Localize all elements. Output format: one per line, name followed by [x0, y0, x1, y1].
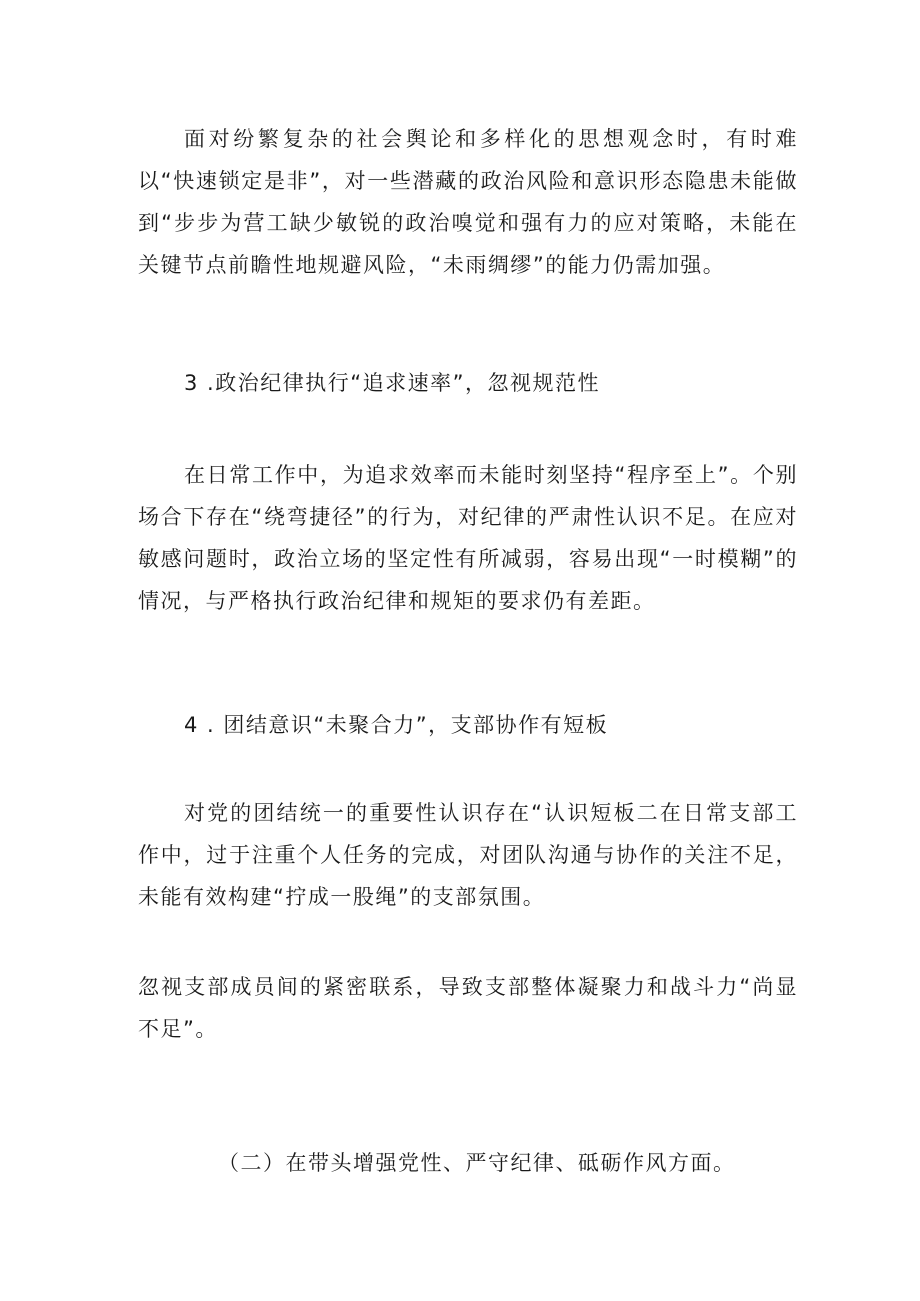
paragraph-discipline-execution: 在日常工作中，为追求效率而未能时刻坚持“程序至上”。个别场合下存在“绕弯捷径”的行为，对纪律的严肃性认识不足。在应对敏感问题时，政治立场的坚定性有所减弱，容易出现“一时模糊”的情况，与严格执行政治纪律和规矩的要求仍有差距。: [138, 463, 798, 613]
paragraph-branch-cohesion: 忽视支部成员间的紧密联系，导致支部整体凝聚力和战斗力“尚显不足”。: [138, 975, 798, 1041]
paragraph-unity-understanding: 对党的团结统一的重要性认识存在“认识短板二在日常支部工作中，过于注重个人任务的完成，对团队沟通与协作的关注不足，未能有效构建“拧成一股绳”的支部氛围。: [138, 801, 798, 909]
heading-unity-awareness: 4 . 团结意识“未聚合力”，支部协作有短板: [184, 713, 609, 737]
paragraph-political-risk: 面对纷繁复杂的社会舆论和多样化的思想观念时，有时难以“快速锁定是非”，对一些潜藏的政治风险和意识形态隐患未能做到“步步为营工缺少敏锐的政治嗅觉和强有力的应对策略，未能在关键节点前瞻性地规避风险，“未雨绸缪”的能力仍需加强。: [138, 127, 798, 277]
heading-political-discipline: 3 .政治纪律执行“追求速率”，忽视规范性: [184, 371, 600, 395]
section-heading-party-spirit: （二）在带头增强党性、严守纪律、砥砺作风方面。: [218, 1151, 736, 1175]
